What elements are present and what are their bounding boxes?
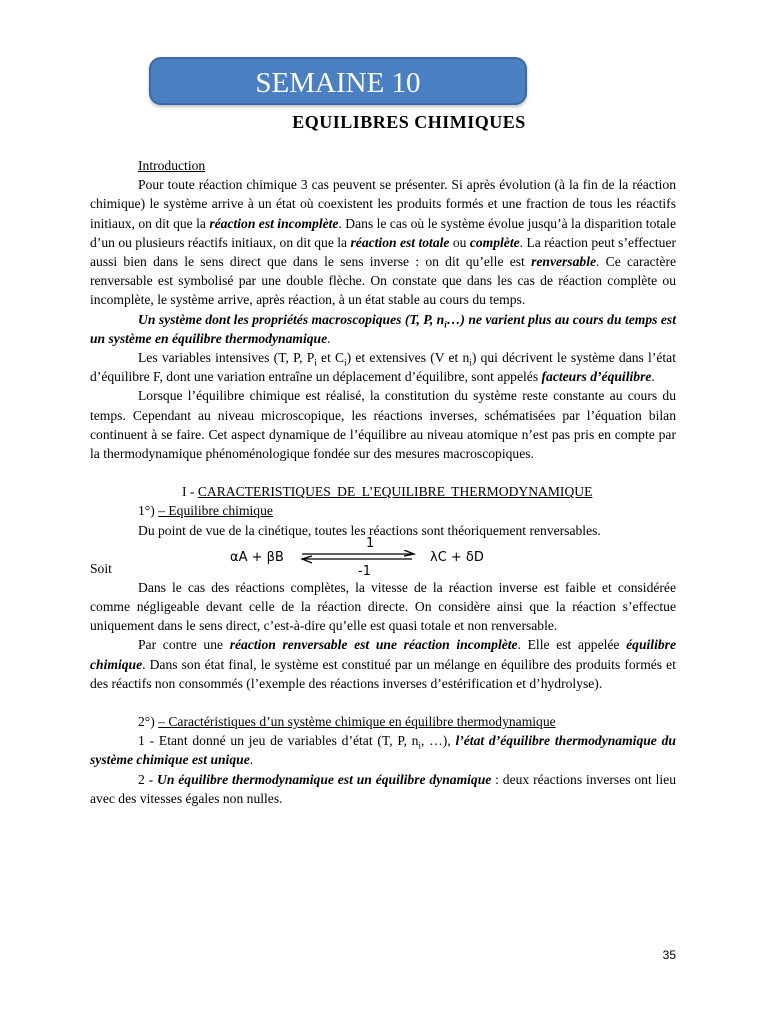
emphasis-incomplete: réaction est incomplète <box>209 215 339 231</box>
equation-soit-label: Soit <box>90 560 112 576</box>
emphasis-total: réaction est totale <box>350 234 450 250</box>
page-number: 35 <box>662 948 676 962</box>
characteristic-item-2: 2 - Un équilibre thermodynamique est un équilibre dynamique : deux réactions inverses ont lieu avec des vitesses égales non nulles. <box>90 771 676 806</box>
subsection-1-heading: 1°) – Equilibre chimique <box>138 503 273 519</box>
equation-reactants: αA + βB <box>230 549 284 565</box>
week-banner: SEMAINE 10 <box>149 57 527 105</box>
reaction-equation <box>90 535 676 579</box>
emphasis-renversable: renversable <box>531 254 596 270</box>
subsection-2-heading: 2°) – Caractéristiques d’un système chimique en équilibre thermodynamique <box>138 714 556 730</box>
characteristic-item-1: 1 - Etant donné un jeu de variables d’état (T, P, $n_i$, …), l’état d’équilibre thermodynamique du système chimique est unique. <box>90 733 676 768</box>
intro-paragraph-2: Un système dont les propriétés macroscopiques (T, P, $n_i\dots$) ne varient plus au cours du temps est un système en équilibre thermodynamique. <box>90 311 676 346</box>
emphasis-complete: complète <box>469 234 520 250</box>
intro-paragraph-1: Pour toute réaction chimique 3 cas peuvent se présenter. Si après évolution (à la fin de la réaction chimique) le système arrive à un état où coexistent les produits formés et une fraction de tous les réactifs initiaux, on dit que la réaction est incomplète. Dans le cas où le système évolue jusqu’à la disparition totale d’un ou plusieurs réactifs initiaux, on dit que la réaction est totale ou complète. La réaction peut s’effectuer aussi bien dans le sens direct que dans le sens inverse : on dit qu’elle est renversable. Ce caractère renversable est symbolisé par une double flèche. On constate que dans les cas de réaction complète ou incomplète, le système arrive, après réaction, à un état stable au cours du temps. <box>90 177 677 308</box>
section-1-heading: I - CARACTERISTIQUES DE L’EQUILIBRE THERMODYNAMIQUE <box>182 484 593 500</box>
page-title-text: EQUILIBRES CHIMIQUES <box>292 112 526 132</box>
section-1-paragraph-2: Dans le cas des réactions complètes, la vitesse de la réaction inverse est faible et considérée comme négligeable devant celle de la réaction directe. On considère ainsi que la réaction s’effectue uniquement dans le sens direct, c’est-à-dire qu’elle est quasi totale et non renversable. <box>90 579 676 634</box>
emphasis-renversable-incomplete: réaction renversable est une réaction incomplète <box>229 637 518 653</box>
section-1-paragraph-1: Du point de vue de la cinétique, toutes les réactions sont théoriquement renversables. <box>138 522 601 538</box>
page-title <box>0 112 768 133</box>
emphasis-facteurs: facteurs d’équilibre <box>541 369 652 385</box>
intro-paragraph-3: Les variables intensives (T, P, $P_i$ et $C_i$) et extensives (V et $n_i$) qui décrivent le système dans l’état d’équilibre F, dont une variation entraîne un déplacement d’équilibre, sont appelés facteurs d’équilibre. <box>90 350 676 385</box>
equation-products: λC + δD <box>430 549 484 565</box>
equation-backward-label: -1 <box>358 563 371 579</box>
section-1-paragraph-3: Par contre une réaction renversable est une réaction incomplète. Elle est appelée équilibre chimique. Dans son état final, le système est constitué par un mélange en équilibre des produits formés et des réactifs non consommés (l’exemple des réactions inverses d’estérification et d’hydrolyse). <box>90 637 676 691</box>
equation-forward-label: 1 <box>366 535 375 551</box>
intro-paragraph-4: Lorsque l’équilibre chimique est réalisé, la constitution du système reste constante au cours du temps. Cependant au niveau microscopique, les réactions inverses, schématisées par l’équation bilan continuent à se faire. Cet aspect dynamique de l’équilibre au niveau atomique n’est pas pris en compte par la thermodynamique phénoménologique fondée sur des mesures macroscopiques. <box>90 388 676 462</box>
document-body <box>90 156 676 808</box>
emphasis-equilibre-chimique: équilibre chimique <box>90 637 676 672</box>
intro-heading: Introduction <box>138 158 206 173</box>
